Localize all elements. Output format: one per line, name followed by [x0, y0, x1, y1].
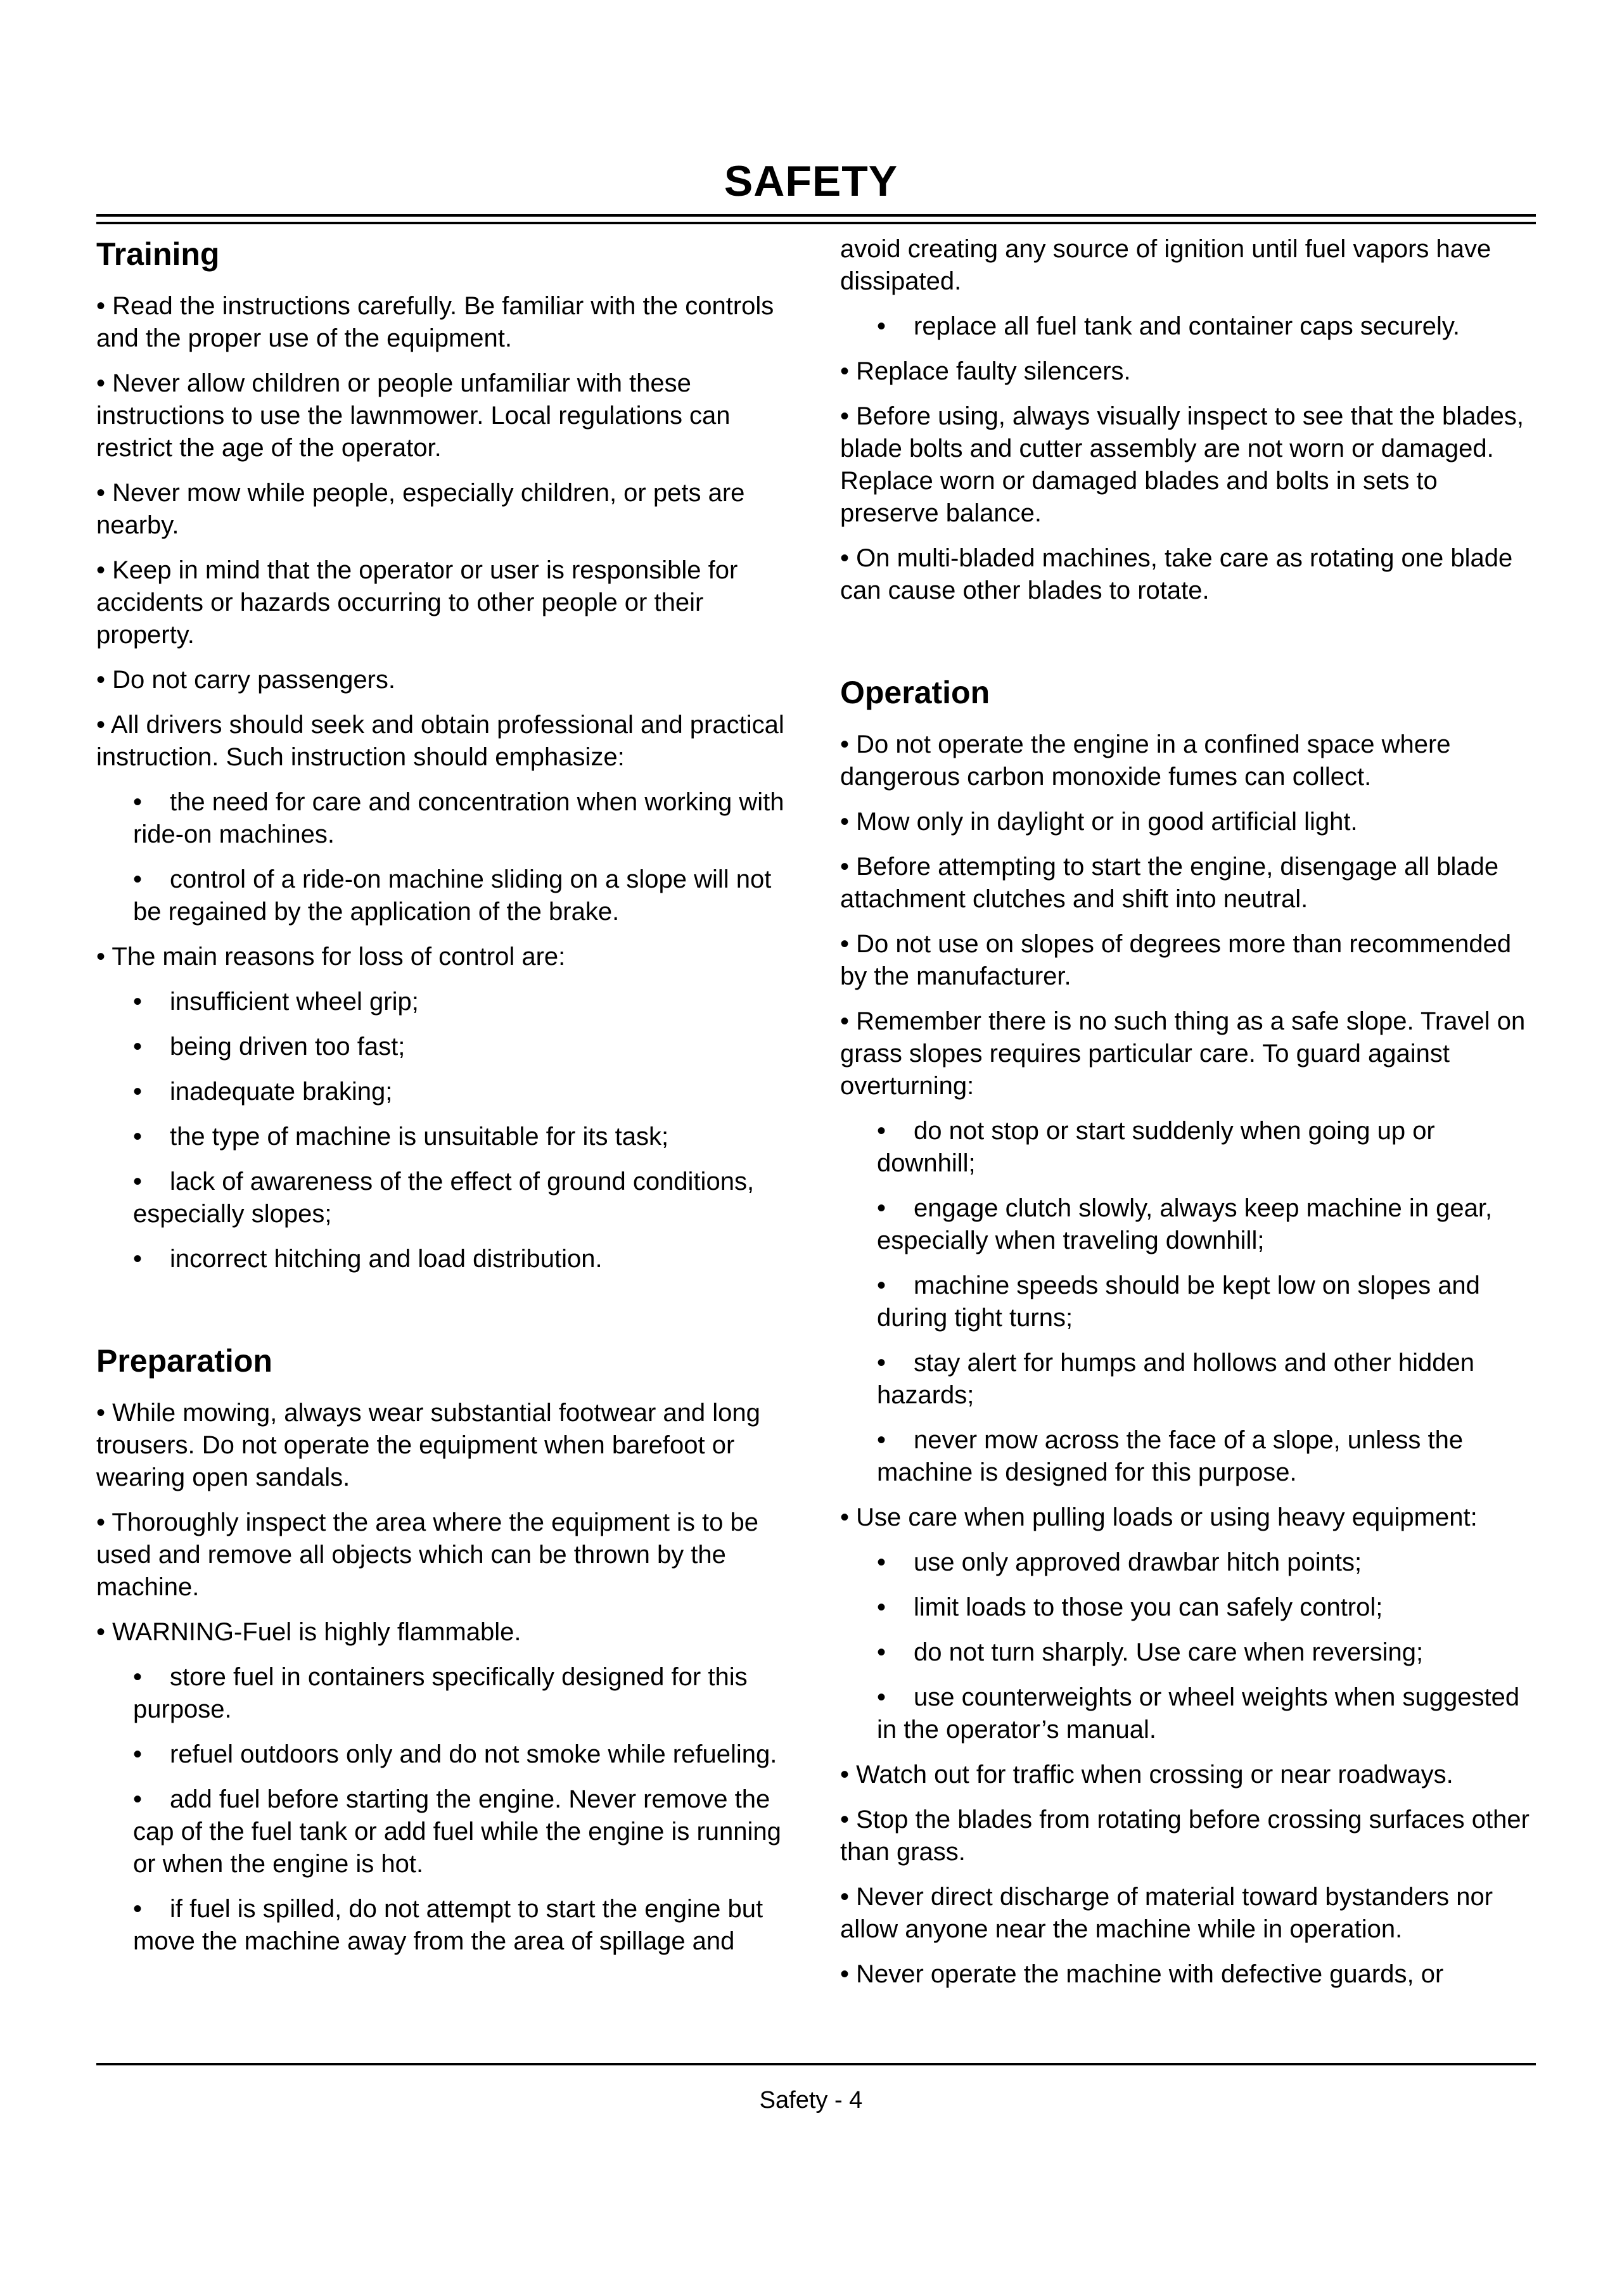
training-list — [96, 290, 787, 1275]
sub-bullet-text: control of a ride-on machine sliding on a slope will not be regained by the application of the brake. — [133, 865, 772, 926]
bullet-item: • Thoroughly inspect the area where the equipment is to be used and remove all objects which can be thrown by the machine. — [96, 1508, 759, 1601]
bullet-dot-icon: • — [877, 1272, 886, 1299]
sub-bullet-text: do not turn sharply. Use care when reversing; — [914, 1638, 1424, 1666]
bullet-item: • On multi-bladed machines, take care as rotating one blade can cause other blades to rotate. — [840, 544, 1513, 604]
bullet-dot-icon: • — [877, 1593, 886, 1621]
sub-bullet-text: machine speeds should be kept low on slopes and during tight turns; — [877, 1272, 1480, 1332]
bullet-item: • Do not operate the engine in a confined space where dangerous carbon monoxide fumes can collect. — [840, 730, 1451, 791]
section-spacer — [96, 1288, 787, 1341]
left-column — [96, 234, 787, 1970]
continued-text: avoid creating any source of ignition until fuel vapors have dissipated. — [840, 235, 1491, 295]
bullet-dot-icon: • — [877, 1548, 886, 1576]
sub-bullet-item — [840, 1270, 1536, 1334]
section-spacer — [840, 620, 1536, 673]
bullet-item: • Never operate the machine with defective guards, or — [840, 1960, 1444, 1988]
section-heading-preparation: Preparation — [96, 1343, 272, 1379]
bullet-item: • All drivers should seek and obtain professional and practical instruction. Such instruction should emphasize: — [96, 711, 784, 771]
bullet-item: • Before attempting to start the engine, disengage all blade attachment clutches and shift into neutral. — [840, 853, 1499, 913]
bullet-item: • Keep in mind that the operator or user is responsible for accidents or hazards occurring to other people or their property. — [96, 556, 738, 649]
title-rule-bottom — [96, 222, 1536, 224]
bullet-dot-icon: • — [133, 1168, 143, 1196]
sub-bullet-item — [96, 1031, 787, 1063]
sub-bullet-text: being driven too fast; — [170, 1033, 406, 1061]
bullet-item: • Do not carry passengers. — [96, 666, 395, 694]
bullet-item: • Never direct discharge of material toward bystanders nor allow anyone near the machine while in operation. — [840, 1883, 1493, 1943]
bullet-dot-icon: • — [133, 865, 143, 893]
sub-bullet-item — [840, 310, 1536, 343]
continued-list — [840, 233, 1536, 607]
sub-bullet-text: the type of machine is unsuitable for its task; — [170, 1123, 669, 1151]
sub-bullet-text: incorrect hitching and load distribution. — [170, 1245, 603, 1273]
bullet-dot-icon: • — [133, 1078, 143, 1106]
sub-bullet-item — [840, 1547, 1536, 1579]
bullet-dot-icon: • — [877, 1117, 886, 1145]
sub-bullet-text: lack of awareness of the effect of ground conditions, especially slopes; — [133, 1168, 755, 1228]
sub-bullet-text: add fuel before starting the engine. Never remove the cap of the fuel tank or add fuel while the engine is running or when the engine is hot. — [133, 1785, 781, 1878]
sub-bullet-item — [96, 1166, 787, 1230]
sub-bullet-item — [96, 1783, 787, 1880]
sub-bullet-item — [96, 1893, 787, 1958]
sub-bullet-text: insufficient wheel grip; — [170, 988, 419, 1016]
section-heading-operation: Operation — [840, 675, 990, 710]
sub-bullet-item — [96, 1661, 787, 1726]
sub-bullet-item — [96, 1243, 787, 1275]
bullet-dot-icon: • — [133, 988, 143, 1016]
page-footer: Safety - 4 — [759, 2087, 863, 2114]
sub-bullet-item — [840, 1115, 1536, 1180]
sub-bullet-item — [840, 1636, 1536, 1669]
bullet-item: • Replace faulty silencers. — [840, 357, 1131, 385]
bullet-dot-icon: • — [133, 788, 143, 816]
sub-bullet-text: the need for care and concentration when working with ride-on machines. — [133, 788, 784, 848]
right-column — [840, 233, 1536, 2003]
bullet-dot-icon: • — [877, 1638, 886, 1666]
bullet-dot-icon: • — [877, 1194, 886, 1222]
page-title: SAFETY — [724, 157, 898, 205]
sub-bullet-text: do not stop or start suddenly when going up or downhill; — [877, 1117, 1435, 1177]
bullet-item: • Never mow while people, especially children, or pets are nearby. — [96, 479, 745, 539]
sub-bullet-item — [96, 1738, 787, 1771]
bullet-dot-icon: • — [877, 1349, 886, 1377]
sub-bullet-text: use counterweights or wheel weights when suggested in the operator’s manual. — [877, 1683, 1520, 1744]
bullet-dot-icon: • — [133, 1123, 143, 1151]
operation-list — [840, 729, 1536, 1991]
bullet-item: • Stop the blades from rotating before crossing surfaces other than grass. — [840, 1806, 1529, 1866]
sub-bullet-text: engage clutch slowly, always keep machine in gear, especially when traveling downhill; — [877, 1194, 1493, 1254]
preparation-list — [96, 1397, 787, 1958]
sub-bullet-text: store fuel in containers specifically designed for this purpose. — [133, 1663, 748, 1723]
section-heading-training: Training — [96, 236, 220, 272]
bullet-dot-icon: • — [133, 1740, 143, 1768]
sub-bullet-item — [96, 1076, 787, 1108]
bullet-item: • While mowing, always wear substantial footwear and long trousers. Do not operate the equipment when barefoot or wearing open sandals. — [96, 1399, 760, 1491]
sub-bullet-item — [840, 1347, 1536, 1412]
sub-bullet-text: inadequate braking; — [170, 1078, 393, 1106]
bullet-item: • Read the instructions carefully. Be familiar with the controls and the proper use of the equipment. — [96, 292, 774, 352]
bullet-dot-icon: • — [133, 1245, 143, 1273]
sub-bullet-item — [840, 1424, 1536, 1489]
sub-bullet-item — [840, 1681, 1536, 1746]
bullet-item: • Watch out for traffic when crossing or near roadways. — [840, 1761, 1453, 1789]
sub-bullet-item — [96, 786, 787, 851]
sub-bullet-item — [96, 864, 787, 928]
sub-bullet-text: replace all fuel tank and container caps securely. — [914, 312, 1460, 340]
bullet-dot-icon: • — [877, 312, 886, 340]
sub-bullet-item — [840, 1591, 1536, 1624]
title-rule-top — [96, 214, 1536, 217]
bullet-item: • Mow only in daylight or in good artificial light. — [840, 808, 1358, 836]
bullet-dot-icon: • — [877, 1683, 886, 1711]
sub-bullet-text: never mow across the face of a slope, unless the machine is designed for this purpose. — [877, 1426, 1464, 1486]
sub-bullet-item — [96, 1121, 787, 1153]
bullet-dot-icon: • — [877, 1426, 886, 1454]
sub-bullet-text: if fuel is spilled, do not attempt to start the engine but move the machine away from the area of spillage and — [133, 1895, 763, 1955]
bullet-item: • Before using, always visually inspect to see that the blades, blade bolts and cutter assembly are not worn or damaged. Replace worn or damaged blades and bolts in sets to preserve balance. — [840, 402, 1524, 527]
footer-rule — [96, 2063, 1536, 2065]
bullet-item: • WARNING-Fuel is highly flammable. — [96, 1618, 521, 1646]
sub-bullet-item — [96, 986, 787, 1018]
sub-bullet-text: stay alert for humps and hollows and other hidden hazards; — [877, 1349, 1474, 1409]
sub-bullet-text: limit loads to those you can safely control; — [914, 1593, 1383, 1621]
bullet-item: • Never allow children or people unfamiliar with these instructions to use the lawnmower. Local regulations can restrict the age of the operator. — [96, 369, 731, 462]
bullet-item: • Use care when pulling loads or using heavy equipment: — [840, 1503, 1478, 1531]
sub-bullet-text: use only approved drawbar hitch points; — [914, 1548, 1362, 1576]
bullet-dot-icon: • — [133, 1895, 143, 1923]
sub-bullet-text: refuel outdoors only and do not smoke while refueling. — [170, 1740, 777, 1768]
sub-bullet-item — [840, 1192, 1536, 1257]
bullet-dot-icon: • — [133, 1663, 143, 1691]
bullet-item: • Do not use on slopes of degrees more than recommended by the manufacturer. — [840, 930, 1512, 990]
bullet-dot-icon: • — [133, 1785, 143, 1813]
bullet-dot-icon: • — [133, 1033, 143, 1061]
bullet-item: • The main reasons for loss of control are: — [96, 943, 566, 971]
bullet-item: • Remember there is no such thing as a safe slope. Travel on grass slopes requires particular care. To guard against overturning: — [840, 1007, 1526, 1100]
